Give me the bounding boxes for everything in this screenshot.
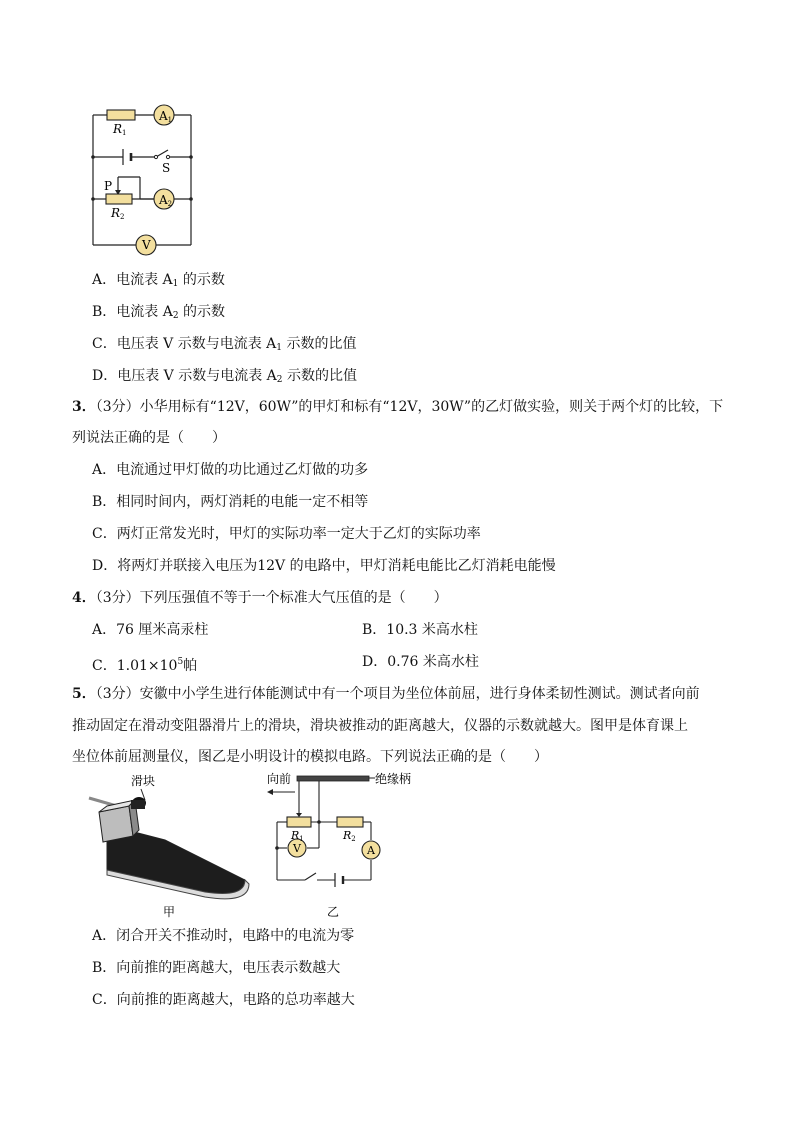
q2-r1-resistor xyxy=(107,110,135,120)
q5-handle-label: 绝缘柄 xyxy=(375,772,412,786)
q2-v-label: V xyxy=(142,238,151,252)
q3-option-d: D．将两灯并联接入电压为12V 的电路中，甲灯消耗电能比乙灯消耗电能慢 xyxy=(92,558,556,574)
q5-figure-yi xyxy=(265,770,425,920)
q5-jia-caption: 甲 xyxy=(163,905,176,919)
q2-a2-label: A2 xyxy=(159,193,173,208)
q5-r2-resistor xyxy=(337,817,363,827)
q3-stem-line2: 列说法正确的是（ ） xyxy=(72,430,226,446)
q4-option-d: D．0.76 米高水柱 xyxy=(362,654,479,670)
q5-stem-line2: 推动固定在滑动变阻器滑片上的滑块，滑块被推动的距离越大，仪器的示数就越大。图甲是体育课上 xyxy=(72,718,688,734)
q2-a1-label: A1 xyxy=(159,109,173,124)
q3-option-a: A．电流通过甲灯做的功比通过乙灯做的功多 xyxy=(92,462,369,478)
q5-option-a: A．闭合开关不推动时，电路中的电流为零 xyxy=(92,928,355,944)
q2-s-label: S xyxy=(162,161,171,175)
q4-option-c: C．$1.01\times 10^5$帕 xyxy=(92,657,198,674)
q5-figure-jia xyxy=(85,770,255,920)
q5-stem-line3: 坐位体前屈测量仪，图乙是小明设计的模拟电路。下列说法正确的是（ ） xyxy=(72,749,548,765)
q2-r2-label: R2 xyxy=(111,206,125,221)
q5-option-b: B．向前推的距离越大，电压表示数越大 xyxy=(92,960,341,976)
q5-r1-resistor xyxy=(287,817,311,827)
q4-option-b: B．10.3 米高水柱 xyxy=(362,622,478,638)
q3-option-b: B．相同时间内，两灯消耗的电能一定不相等 xyxy=(92,494,369,510)
q2-p-label: P xyxy=(104,179,113,193)
q5-r2-label: R2 xyxy=(343,829,356,843)
q2-option-c: C．电压表 V 示数与电流表 $A_1$ 示数的比值 xyxy=(92,336,357,353)
q2-r2-resistor xyxy=(106,194,132,204)
q2-option-d: D．电压表 V 示数与电流表 $A_2$ 示数的比值 xyxy=(92,368,357,385)
q2-option-a: A．电流表 $A_1$ 的示数 xyxy=(92,272,225,289)
q5-insulating-handle xyxy=(297,776,369,781)
q2-circuit-diagram xyxy=(80,100,230,260)
q5-r1-label: R1 xyxy=(291,829,304,843)
q5-a-label: A xyxy=(367,844,375,857)
q4-option-a: A．76 厘米高汞柱 xyxy=(92,622,209,638)
q5-yi-caption: 乙 xyxy=(327,905,340,919)
q5-option-c: C．向前推的距离越大，电路的总功率越大 xyxy=(92,992,355,1008)
q2-r1-label: R1 xyxy=(113,122,127,137)
q5-stem-line1: 5．（3分）安徽中小学生进行体能测试中有一个项目为坐位体前屈，进行身体柔韧性测试。测试者向前 xyxy=(72,686,700,702)
q5-forward-label: 向前 xyxy=(267,772,292,786)
q5-slider-label: 滑块 xyxy=(131,774,156,788)
q2-option-b: B．电流表 $A_2$ 的示数 xyxy=(92,304,226,321)
q3-stem-line1: 3．（3分）小华用标有“12V，60W”的甲灯和标有“12V，30W”的乙灯做实验，则关于两个灯的比较，下 xyxy=(72,399,724,415)
q5-v-label: V xyxy=(293,842,301,855)
q4-stem: 4．（3分）下列压强值不等于一个标准大气压值的是（ ） xyxy=(72,590,448,606)
q3-option-c: C．两灯正常发光时，甲灯的实际功率一定大于乙灯的实际功率 xyxy=(92,526,481,542)
